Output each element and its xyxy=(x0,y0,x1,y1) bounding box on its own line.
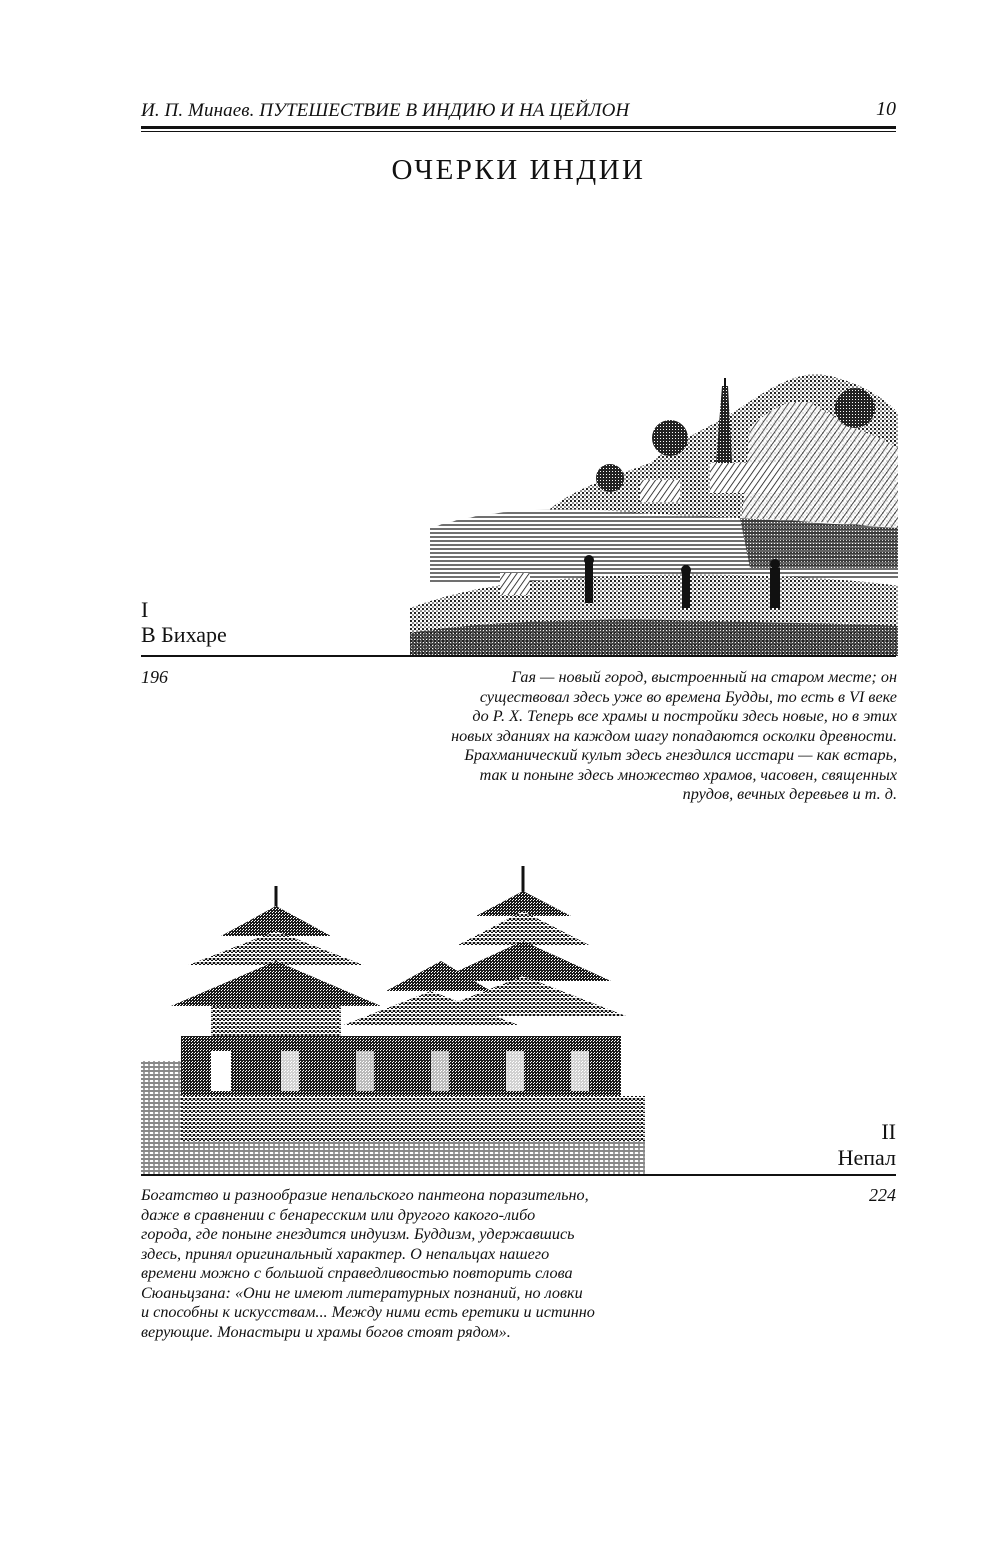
excerpt-line: существовал здесь уже во времена Будды, то есть в VI веке xyxy=(479,687,897,706)
excerpt-line: Сюаньцзана: «Они не имеют литературных познаний, но ловки xyxy=(141,1283,583,1302)
section-1-page-ref: 196 xyxy=(141,667,168,687)
page-number: 10 xyxy=(876,98,896,120)
excerpt-line: так и поныне здесь множество храмов, часовен, священных xyxy=(479,765,897,784)
section-2-page-ref: 224 xyxy=(869,1185,896,1205)
excerpt-line: прудов, вечных деревьев и т. д. xyxy=(682,785,897,803)
excerpt-line: Гая — новый город, выстроенный на старом месте; он xyxy=(511,668,897,686)
excerpt-line: Брахманический культ здесь гнездился исстари — как встарь, xyxy=(464,746,897,764)
excerpt-line: здесь, принял оригинальный характер. О непальцах нашего xyxy=(141,1244,550,1263)
header-rule-thin xyxy=(141,131,896,132)
section-1-rule xyxy=(141,655,896,657)
excerpt-line: города, где поныне гнездится индуизм. Буддизм, удержавшись xyxy=(141,1225,575,1243)
section-2-numeral: II xyxy=(881,1119,896,1144)
section-2-title: Непал xyxy=(837,1145,896,1170)
excerpt-line: новых зданиях на каждом шагу попадаются осколки древности. xyxy=(451,726,897,745)
bihar-landscape-engraving xyxy=(410,368,898,656)
chapter-title: ОЧЕРКИ ИНДИИ xyxy=(391,154,646,186)
excerpt-line: Богатство и разнообразие непальского пантеона поразительно, xyxy=(141,1186,589,1204)
section-1-numeral: I xyxy=(141,597,149,622)
excerpt-line: и способны к искусствам... Между ними есть еретики и истинно xyxy=(141,1303,595,1321)
section-1-title: В Бихаре xyxy=(141,622,227,647)
excerpt-line: до Р. Х. Теперь все храмы и постройки здесь новые, но в этих xyxy=(472,707,897,725)
header-rule xyxy=(141,126,896,129)
section-2-rule xyxy=(141,1174,896,1176)
excerpt-line: даже в сравнении с бенаресским или другого какого-либо xyxy=(141,1205,536,1224)
section-2-excerpt xyxy=(141,1186,701,1342)
running-title: И. П. Минаев. ПУТЕШЕСТВИЕ В ИНДИЮ И НА ЦЕЙЛОН xyxy=(141,100,630,121)
excerpt-line: времени можно с большой справедливостью повторить слова xyxy=(141,1264,573,1282)
excerpt-line: верующие. Монастыри и храмы богов стоят рядом». xyxy=(141,1322,511,1341)
running-head xyxy=(141,98,896,124)
nepal-pagoda-engraving xyxy=(141,866,645,1174)
section-1-excerpt xyxy=(360,668,897,805)
